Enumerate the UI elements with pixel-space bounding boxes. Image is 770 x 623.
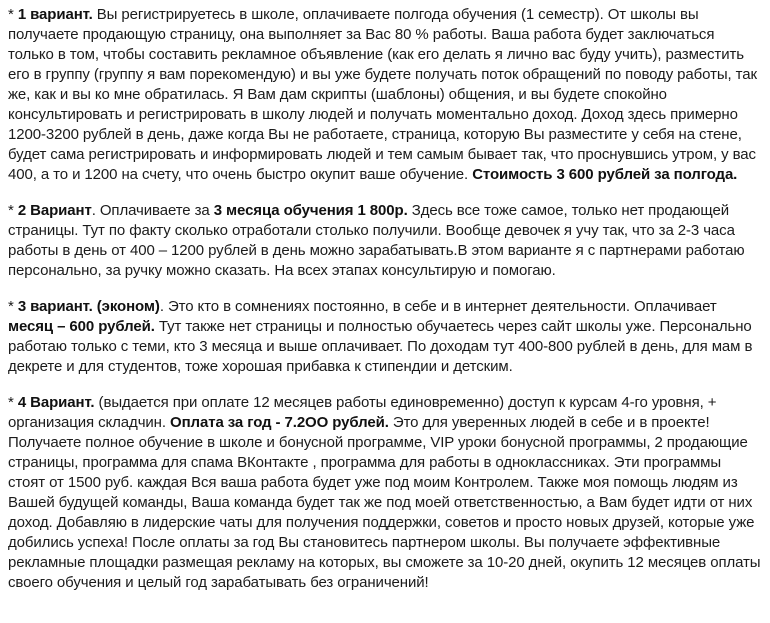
text-segment: . Это кто в сомнениях постоянно, в себе и в интернет деятельности. Оплачивает bbox=[159, 298, 717, 315]
paragraph-variant-4 bbox=[8, 393, 762, 593]
text-segment: Здесь все тоже самое, только нет продающей страницы. Тут по факту сколько отработали столько получили. Вообще девочек я учу так, что за 2-3 часа работы в день от 400 – 1200 рублей в день можно зарабатывать.В этом варианте я с партнерами работаю персонально, за ручку можно сказать. На всех этапах консультирую и помогаю. bbox=[8, 202, 745, 279]
bold-text-segment: 3 вариант. (эконом) bbox=[17, 298, 160, 315]
text-segment: . Оплачиваете за bbox=[91, 202, 214, 219]
text-segment: * bbox=[8, 298, 18, 315]
text-segment: (выдается при оплате 12 месяцев работы единовременно) доступ к курсам 4-го уровня, + организация складчин. bbox=[8, 394, 717, 431]
bold-text-segment: месяц – 600 рублей. bbox=[8, 318, 155, 335]
bold-text-segment: 3 месяца обучения 1 800р. bbox=[213, 202, 408, 219]
bold-text-segment: 4 Вариант. bbox=[17, 394, 95, 411]
text-segment: Это для уверенных людей в себе и в проекте! Получаете полное обучение в школе и бонусной программе, VIP уроки бонусной программы, 2 продающие страницы, программа для спама ВКонтакте , программа для работы в одноклассниках. Эти программы стоят от 1500 руб. каждая Вся ваша работа будет уже под моим Контролем. Также моя помощь людям из Вашей будущей команды, Ваша команда будет так же под моей ответственностью, а Вам будет идти от них доход. Добавляю в лидерские чаты для получения поддержки, советов и просто новых друзей, которые уже добились успеха! После оплаты за год Вы становитесь партнером школы. Вы получаете эффективные рекламные площадки размещая рекламу на которых, вы сможете за 10-20 дней, окупить 12 месяцев оплаты своего обучения и целый год зарабатывать без ограничений! bbox=[8, 414, 761, 591]
paragraph-variant-3 bbox=[8, 297, 762, 377]
bold-text-segment: 2 Вариант bbox=[17, 202, 92, 219]
text-segment: * bbox=[8, 202, 18, 219]
bold-text-segment: Стоимость 3 600 рублей за полгода. bbox=[472, 166, 738, 183]
bold-text-segment: 1 вариант. bbox=[17, 6, 93, 23]
text-segment: Тут также нет страницы и полностью обучаетесь через сайт школы уже. Персонально работаю только с теми, кто 3 месяца и выше оплачивает. По доходам тут 400-800 рублей в день, для мам в декрете и для студентов, тоже хорошая прибавка к стипендии и детским. bbox=[8, 318, 753, 375]
text-segment: Вы регистрируетесь в школе, оплачиваете полгода обучения (1 семестр). От школы вы получаете продающую страницу, она выполняет за Вас 80 % работы. Ваша работа будет заключаться только в том, чтобы составить рекламное объявление (как его делать я лично вас буду учить), разместить его в группу (группу я вам порекомендую) и вы уже будете получать поток обращений по поводу работы, так же, как и вы ко мне обратилась. Я Вам дам скрипты (шаблоны) общения, и вы будете спокойно консультировать и регистрировать в школу людей и получать моментально доход. Доход здесь примерно 1200-3200 рублей в день, даже когда Вы не работаете, страница, которую Вы разместите у себя на стене, будет сама регистрировать и информировать людей и тем самым бывает так, что проснувшись утром, у вас 400, а то и 1200 на счету, что очень быстро окупит ваше обучение. bbox=[8, 6, 757, 183]
paragraph-variant-2 bbox=[8, 201, 762, 281]
text-segment: * bbox=[8, 394, 18, 411]
bold-text-segment: Оплата за год - 7.2ОО рублей. bbox=[170, 414, 389, 431]
text-segment: * bbox=[8, 6, 18, 23]
paragraph-variant-1 bbox=[8, 5, 762, 185]
